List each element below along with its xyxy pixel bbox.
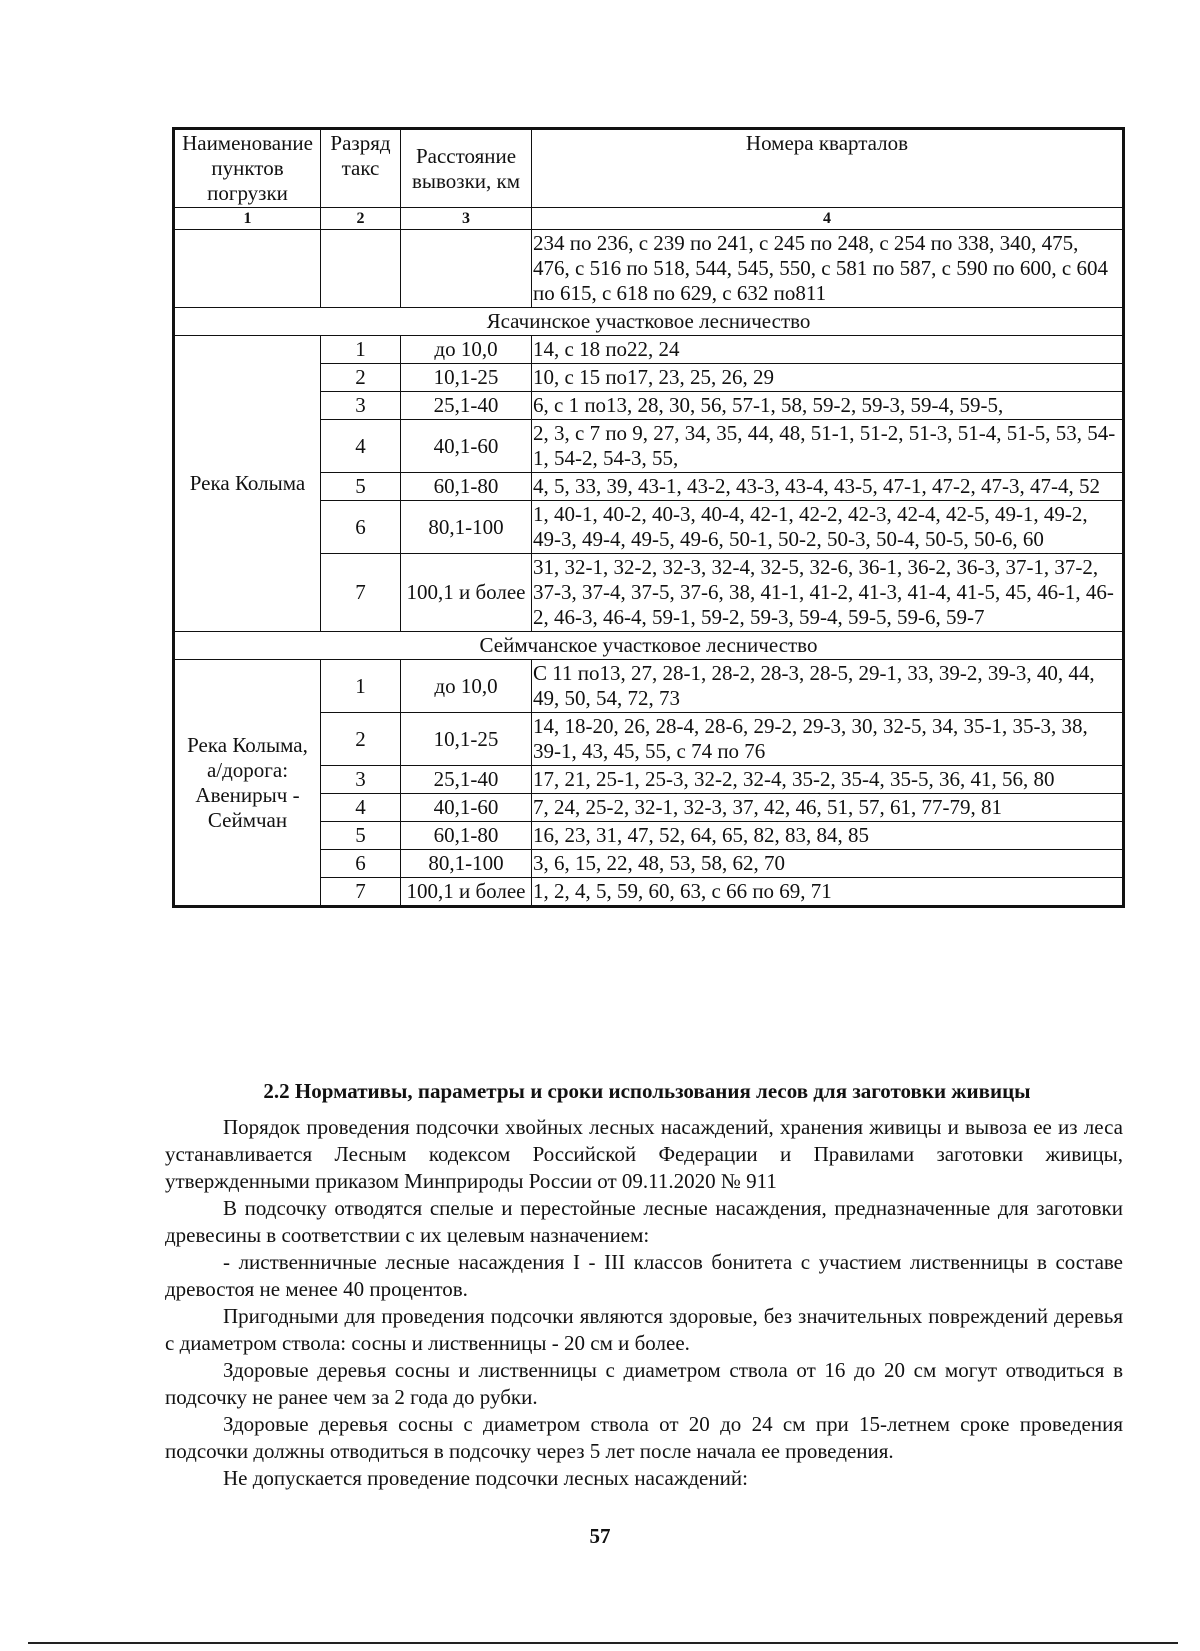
- quarters-cell: 6, с 1 по13, 28, 30, 56, 57-1, 58, 59-2, 59-3, 59-4, 59-5,: [532, 392, 1124, 420]
- distance-cell: 80,1-100: [401, 501, 532, 554]
- paragraph: Пригодными для проведения подсочки являются здоровые, без значительных повреждений деревья с диаметром ствола: сосны и лиственницы - 20 см и более.: [165, 1304, 1123, 1355]
- paragraph: Здоровые деревья сосны и лиственницы с диаметром ствола от 16 до 20 см могут отводиться в подсочку не ранее чем за 2 года до рубки.: [165, 1358, 1123, 1409]
- loading-point-cell: Река Колыма: [174, 336, 321, 632]
- header-loading-points: Наименование пунктов погрузки: [174, 129, 321, 208]
- section-title-yasachinskoe: Ясачинское участковое лесничество: [174, 308, 1124, 336]
- column-number: 4: [532, 208, 1124, 230]
- distance-cell: 40,1-60: [401, 420, 532, 473]
- rank-cell: 5: [321, 473, 401, 501]
- header-distance: Расстояние вывозки, км: [401, 129, 532, 208]
- paragraph: Не допускается проведение подсочки лесных насаждений:: [223, 1466, 748, 1490]
- quarters-cell: 16, 23, 31, 47, 52, 64, 65, 82, 83, 84, 85: [532, 822, 1124, 850]
- paragraph: - лиственничные лесные насаждения I - III классов бонитета с участием лиственницы в составе древостоя не менее 40 процентов.: [165, 1250, 1123, 1301]
- quarters-cell: 1, 40-1, 40-2, 40-3, 40-4, 42-1, 42-2, 42-3, 42-4, 42-5, 49-1, 49-2, 49-3, 49-4, 49-5, 49-6, 50-1, 50-2, 50-3, 50-4, 50-5, 50-6, 60: [532, 501, 1124, 554]
- rank-cell: 3: [321, 766, 401, 794]
- quarters-cell: 3, 6, 15, 22, 48, 53, 58, 62, 70: [532, 850, 1124, 878]
- distance-cell: до 10,0: [401, 336, 532, 364]
- column-number: 1: [174, 208, 321, 230]
- header-rank: Разряд такс: [321, 129, 401, 208]
- rank-cell: 4: [321, 794, 401, 822]
- distance-cell: до 10,0: [401, 660, 532, 713]
- table-row: [174, 230, 1124, 308]
- distance-cell: 25,1-40: [401, 392, 532, 420]
- quarters-table: [172, 127, 1125, 908]
- distance-cell: 100,1 и более: [401, 554, 532, 632]
- rank-cell: 2: [321, 364, 401, 392]
- distance-cell: 10,1-25: [401, 713, 532, 766]
- quarters-cell: 14, 18-20, 26, 28-4, 28-6, 29-2, 29-3, 30, 32-5, 34, 35-1, 35-3, 38, 39-1, 43, 45, 55, с 74 по 76: [532, 713, 1124, 766]
- distance-cell: 80,1-100: [401, 850, 532, 878]
- rank-cell: 7: [321, 554, 401, 632]
- distance-cell: 60,1-80: [401, 473, 532, 501]
- section-row: [174, 632, 1124, 660]
- distance-cell: 40,1-60: [401, 794, 532, 822]
- quarters-cell: 10, с 15 по17, 23, 25, 26, 29: [532, 364, 1124, 392]
- header-quarters: Номера кварталов: [532, 129, 1124, 208]
- rank-cell: 6: [321, 850, 401, 878]
- paragraph: Здоровые деревья сосны с диаметром ствола от 20 до 24 см при 15-летнем сроке проведения подсочки должны отводиться в подсочку через 5 лет после начала ее проведения.: [165, 1412, 1123, 1463]
- distance-cell: 25,1-40: [401, 766, 532, 794]
- column-number: 2: [321, 208, 401, 230]
- quarters-cell: 17, 21, 25-1, 25-3, 32-2, 32-4, 35-2, 35-4, 35-5, 36, 41, 56, 80: [532, 766, 1124, 794]
- table-row: [174, 336, 1124, 364]
- section-title-seymchanskoe: Сеймчанское участковое лесничество: [174, 632, 1124, 660]
- rank-cell: 1: [321, 336, 401, 364]
- table-row: [174, 660, 1124, 713]
- section-row: [174, 308, 1124, 336]
- distance-cell: 60,1-80: [401, 822, 532, 850]
- table-header-row: [174, 129, 1124, 208]
- section-heading: 2.2 Нормативы, параметры и сроки использования лесов для заготовки живицы: [263, 1079, 1031, 1103]
- quarters-cell: 234 по 236, с 239 по 241, с 245 по 248, с 254 по 338, 340, 475, 476, с 516 по 518, 544, 545, 550, с 581 по 587, с 590 по 600, с 604 по 615, с 618 по 629, с 632 по811: [532, 230, 1124, 308]
- body-text: [165, 1114, 1123, 1492]
- quarters-cell: 2, 3, с 7 по 9, 27, 34, 35, 44, 48, 51-1, 51-2, 51-3, 51-4, 51-5, 53, 54-1, 54-2, 54-3, 55,: [532, 420, 1124, 473]
- rank-cell: 6: [321, 501, 401, 554]
- rank-cell: 2: [321, 713, 401, 766]
- rank-cell: 1: [321, 660, 401, 713]
- rank-cell: 7: [321, 878, 401, 907]
- loading-point-cell: Река Колыма, а/дорога: Авенирыч - Сеймчан: [174, 660, 321, 907]
- paragraph: В подсочку отводятся спелые и перестойные лесные насаждения, предназначенные для заготовки древесины в соответствии с их целевым назначением:: [165, 1196, 1123, 1247]
- quarters-cell: 31, 32-1, 32-2, 32-3, 32-4, 32-5, 32-6, 36-1, 36-2, 36-3, 37-1, 37-2, 37-3, 37-4, 37-5, 37-6, 38, 41-1, 41-2, 41-3, 41-4, 41-5, 45, 46-1, 46-2, 46-3, 46-4, 59-1, 59-2, 59-3, 59-4, 59-5, 59-6, 59-7: [532, 554, 1124, 632]
- rank-cell: 5: [321, 822, 401, 850]
- page-number: 57: [589, 1524, 611, 1548]
- column-number: 3: [401, 208, 532, 230]
- paragraph: Порядок проведения подсочки хвойных лесных насаждений, хранения живицы и вывоза ее из леса устанавливается Лесным кодексом Российской Федерации и Правилами заготовки живицы, утвержденными приказом Минприроды России от 09.11.2020 № 911: [165, 1115, 1123, 1193]
- quarters-cell: 7, 24, 25-2, 32-1, 32-3, 37, 42, 46, 51, 57, 61, 77-79, 81: [532, 794, 1124, 822]
- quarters-cell: 14, с 18 по22, 24: [532, 336, 1124, 364]
- bottom-rule: [28, 1642, 1178, 1644]
- distance-cell: 10,1-25: [401, 364, 532, 392]
- rank-cell: 4: [321, 420, 401, 473]
- column-numbers-row: [174, 208, 1124, 230]
- rank-cell: 3: [321, 392, 401, 420]
- quarters-cell: 1, 2, 4, 5, 59, 60, 63, с 66 по 69, 71: [532, 878, 1124, 907]
- quarters-cell: С 11 по13, 27, 28-1, 28-2, 28-3, 28-5, 29-1, 33, 39-2, 39-3, 40, 44, 49, 50, 54, 72, 73: [532, 660, 1124, 713]
- distance-cell: 100,1 и более: [401, 878, 532, 907]
- quarters-cell: 4, 5, 33, 39, 43-1, 43-2, 43-3, 43-4, 43-5, 47-1, 47-2, 47-3, 47-4, 52: [532, 473, 1124, 501]
